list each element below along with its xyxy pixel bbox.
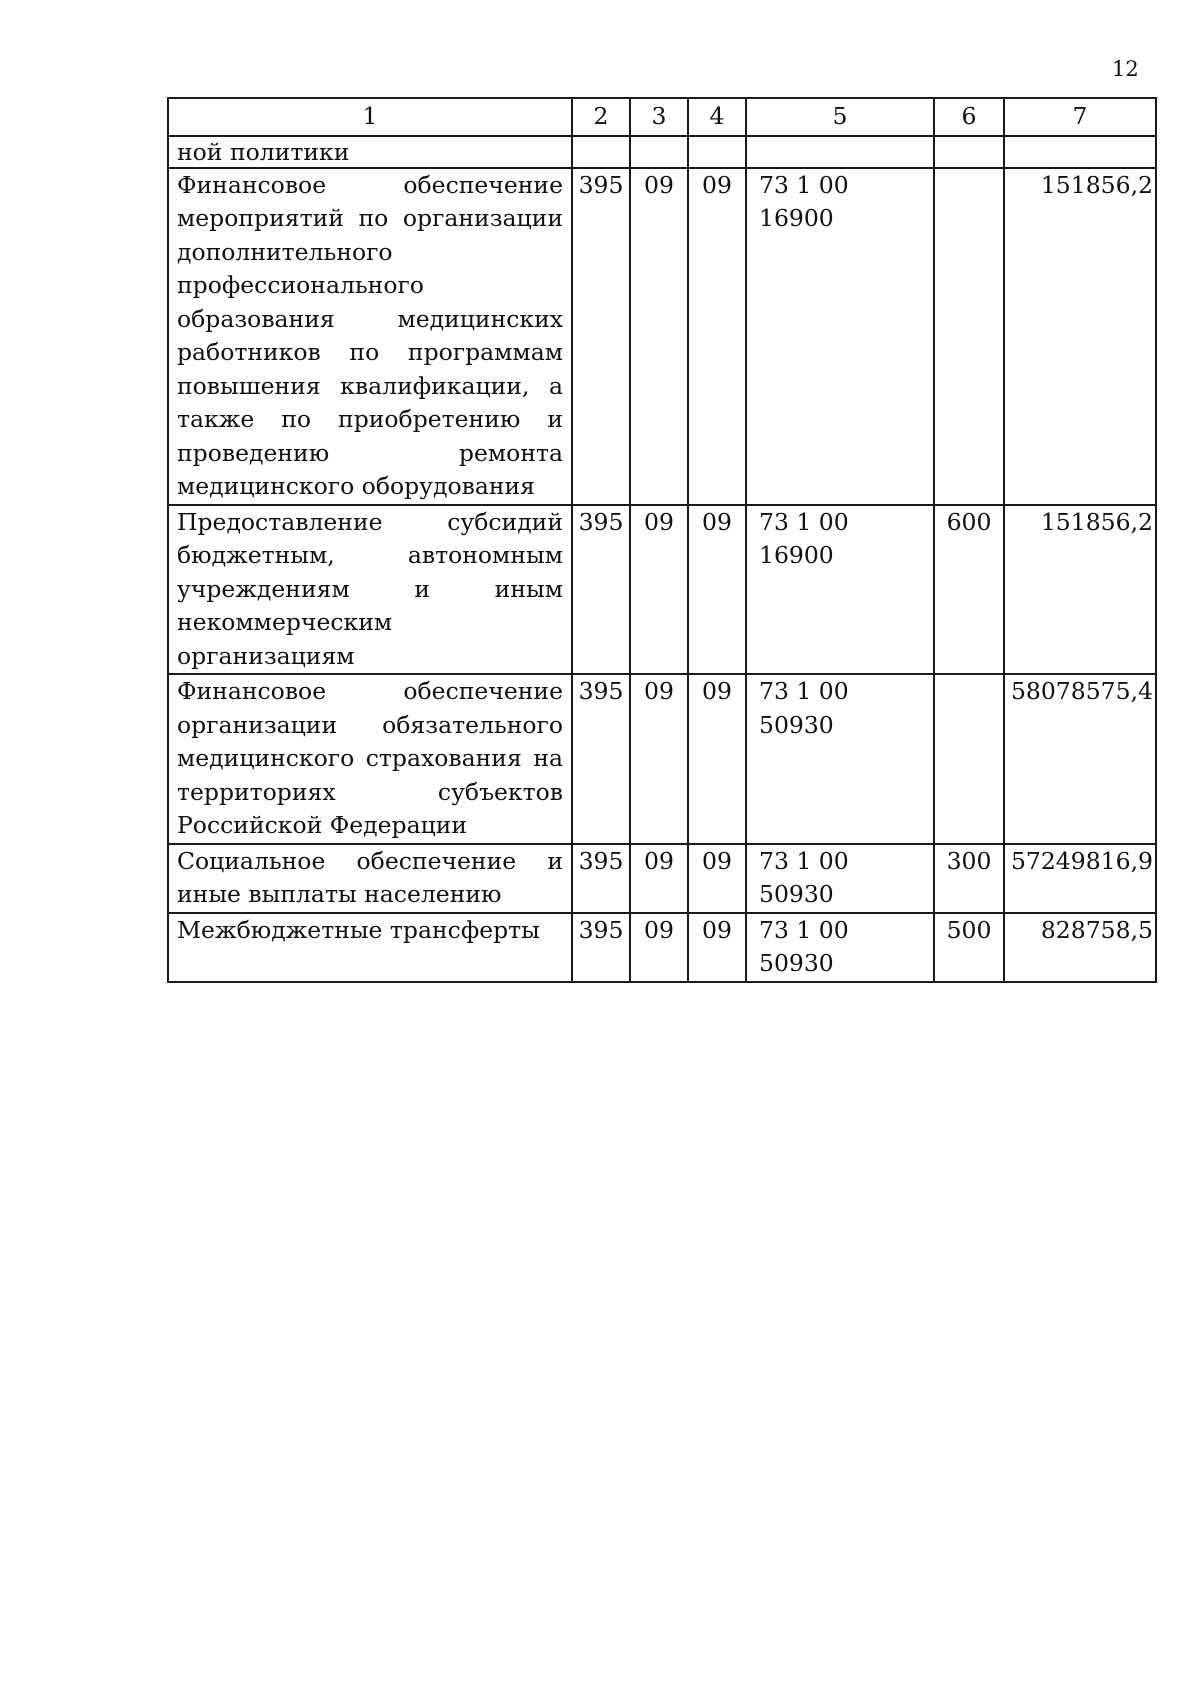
row-ministry-code: 395	[572, 168, 630, 505]
row-target-code: 73 1 00 50930	[746, 913, 934, 982]
row-expense-type	[934, 168, 1004, 505]
row-amount: 58078575,4	[1004, 674, 1156, 844]
table-row	[168, 168, 1156, 505]
row-ministry-code: 395	[572, 913, 630, 982]
column-header-6: 6	[934, 98, 1004, 136]
table-cell-empty	[630, 136, 688, 168]
row-expense-type	[934, 674, 1004, 844]
row-name: Предоставление субсидий бюджетным, автономным учреждениям и иным некоммерческим организациям	[168, 505, 572, 675]
row-subsection-code: 09	[688, 168, 746, 505]
table-row-continuation	[168, 136, 1156, 168]
table-row	[168, 674, 1156, 844]
row-ministry-code: 395	[572, 674, 630, 844]
table-row	[168, 505, 1156, 675]
table-header-row	[168, 98, 1156, 136]
row-name: Межбюджетные трансферты	[168, 913, 572, 982]
row-amount: 151856,2	[1004, 505, 1156, 675]
row-subsection-code: 09	[688, 844, 746, 913]
column-header-7: 7	[1004, 98, 1156, 136]
row-target-code: 73 1 00 16900	[746, 505, 934, 675]
row-subsection-code: 09	[688, 674, 746, 844]
table-cell-empty	[746, 136, 934, 168]
column-header-5: 5	[746, 98, 934, 136]
row-amount: 57249816,9	[1004, 844, 1156, 913]
row-name: Финансовое обеспечение мероприятий по организации дополнительного профессионального образования медицинских работников по программам повышения квалификации, а также по приобретению и проведению ремонта медицинского оборудования	[168, 168, 572, 505]
table-cell-empty	[572, 136, 630, 168]
row-section-code: 09	[630, 505, 688, 675]
row-section-code: 09	[630, 168, 688, 505]
row-subsection-code: 09	[688, 913, 746, 982]
row-expense-type: 600	[934, 505, 1004, 675]
column-header-3: 3	[630, 98, 688, 136]
row-ministry-code: 395	[572, 505, 630, 675]
row-amount: 151856,2	[1004, 168, 1156, 505]
table-row	[168, 913, 1156, 982]
table-row	[168, 844, 1156, 913]
column-header-2: 2	[572, 98, 630, 136]
row-target-code: 73 1 00 16900	[746, 168, 934, 505]
row-section-code: 09	[630, 913, 688, 982]
continuation-text: ной политики	[168, 136, 572, 168]
column-header-4: 4	[688, 98, 746, 136]
row-target-code: 73 1 00 50930	[746, 844, 934, 913]
row-ministry-code: 395	[572, 844, 630, 913]
table-cell-empty	[934, 136, 1004, 168]
row-name: Финансовое обеспечение организации обязательного медицинского страхования на территориях субъектов Российской Федерации	[168, 674, 572, 844]
table-cell-empty	[1004, 136, 1156, 168]
row-expense-type: 500	[934, 913, 1004, 982]
column-header-1: 1	[168, 98, 572, 136]
row-section-code: 09	[630, 674, 688, 844]
row-section-code: 09	[630, 844, 688, 913]
table-cell-empty	[688, 136, 746, 168]
budget-table	[167, 97, 1157, 983]
page-number: 12	[1112, 57, 1139, 81]
row-name: Социальное обеспечение и иные выплаты населению	[168, 844, 572, 913]
row-subsection-code: 09	[688, 505, 746, 675]
row-target-code: 73 1 00 50930	[746, 674, 934, 844]
row-expense-type: 300	[934, 844, 1004, 913]
row-amount: 828758,5	[1004, 913, 1156, 982]
